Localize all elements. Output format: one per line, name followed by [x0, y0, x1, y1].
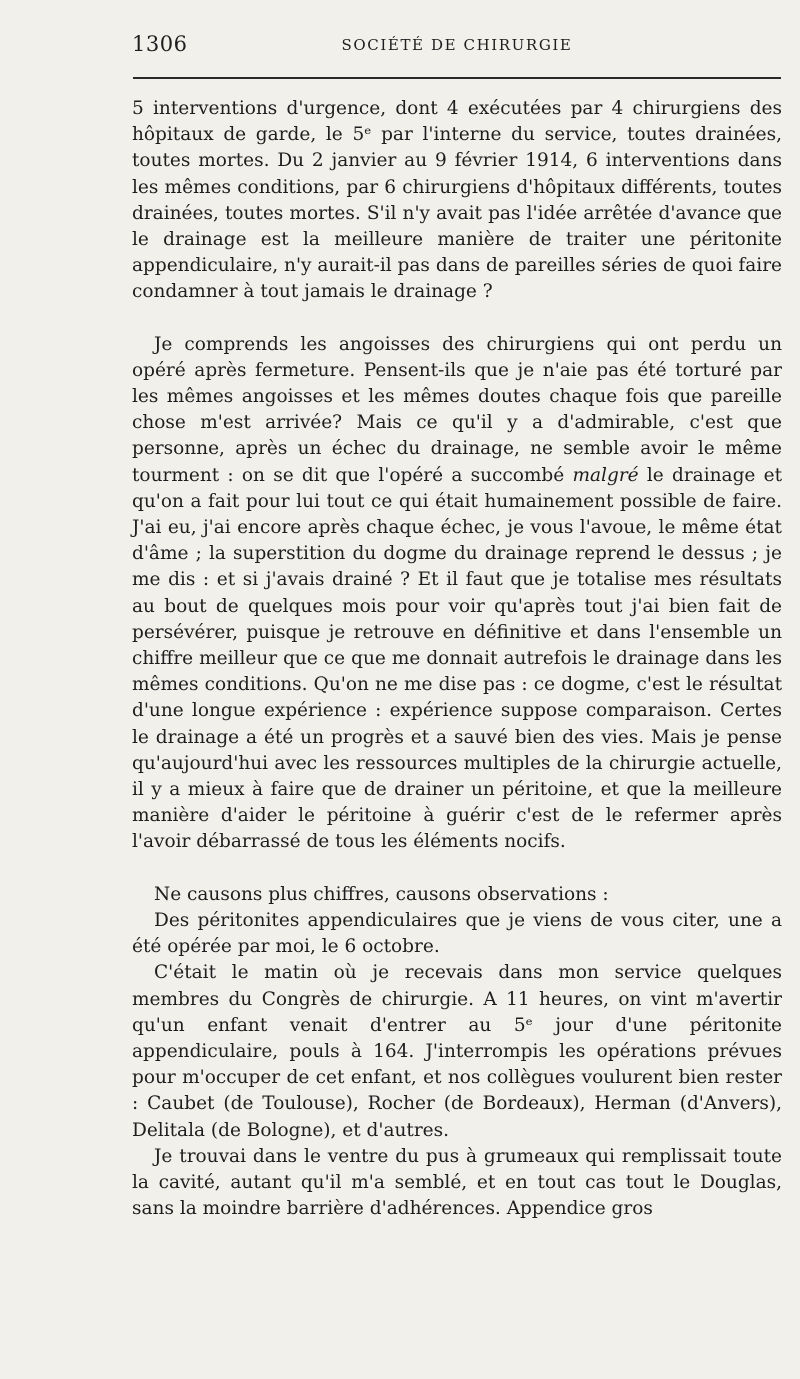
- paragraph-3: Ne causons plus chiffres, causons observations :: [154, 883, 609, 905]
- paragraph-5: C'était le matin où je recevais dans mon service quelques membres du Congrès de chirurgie. A 11 heures, on vint m'avertir qu'un enfant venait d'entrer au 5ᵉ jour d'une péritonite appendiculaire, pouls à 164. J'interrompis les opérations prévues pour m'occuper de cet enfant, et nos collègues voulurent bien rester : Caubet (de Toulouse), Rocher (de Bordeaux), Herman (d'Anvers), Delitala (de Bologne), et d'autres.: [132, 962, 782, 1141]
- running-head: SOCIÉTÉ DE CHIRURGIE: [341, 36, 573, 54]
- paragraph-4: Des péritonites appendiculaires que je viens de vous citer, une a été opérée par moi, le 6 octobre.: [132, 909, 782, 958]
- paragraph-6: Je trouvai dans le ventre du pus à grumeaux qui remplissait toute la cavité, autant qu'il m'a semblé, et en tout cas tout le Douglas, sans la moindre barrière d'adhérences. Appendice gros: [132, 1145, 782, 1220]
- paragraph-2-part-2: le drainage et qu'on a fait pour lui tout ce qui était humainement possible de faire. J'ai eu, j'ai encore après chaque échec, je vous l'avoue, le même état d'âme ; la superstition du dogme du drainage reprend le dessus ; je me dis : et si j'avais drainé ? Et il faut que je totalise mes résultats au bout de quelques mois pour voir qu'après tout j'ai bien fait de persévérer, puisque je retrouve en définitive et dans l'ensemble un chiffre meilleur que ce que me donnait autrefois le drainage dans les mêmes conditions. Qu'on ne me dise pas : ce dogme, c'est le résultat d'une longue expérience : expérience suppose comparaison. Certes le drainage a été un progrès et a sauvé bien des vies. Mais je pense qu'aujourd'hui avec les ressources multiples de la chirurgie actuelle, il y a mieux à faire que de drainer un péritoine, et que la meilleure manière d'aider le péritoine à guérir c'est de le refermer après l'avoir débarrassé de tous les éléments nocifs.: [132, 464, 782, 853]
- emphasis-malgre: malgré: [572, 464, 639, 486]
- page-number: 1306: [132, 32, 188, 56]
- paragraph-2-part-1: Je comprends les angoisses des chirurgiens qui ont perdu un opéré après fermeture. Pensent-ils que je n'aie pas été torturé par les mêmes angoisses et les mêmes doutes chaque fois que pareille chose m'est arrivée? Mais ce qu'il y a d'admirable, c'est que personne, après un échec du drainage, ne semble avoir le même tourment : on se dit que l'opéré a succombé: [132, 333, 782, 486]
- header-rule: [133, 77, 781, 79]
- body-text: [132, 96, 782, 1222]
- page-header: [132, 32, 782, 62]
- paragraph-2: [132, 332, 782, 856]
- paragraph-1: 5 interventions d'urgence, dont 4 exécutées par 4 chirurgiens des hôpitaux de garde, le 5ᵉ par l'interne du service, toutes drainées, toutes mortes. Du 2 janvier au 9 février 1914, 6 interventions dans les mêmes conditions, par 6 chirurgiens d'hôpitaux différents, toutes drainées, toutes mortes. S'il n'y avait pas l'idée arrêtée d'avance que le drainage est la meilleure manière de traiter une péritonite appendiculaire, n'y aurait-il pas dans de pareilles séries de quoi faire condamner à tout jamais le drainage ?: [132, 98, 782, 303]
